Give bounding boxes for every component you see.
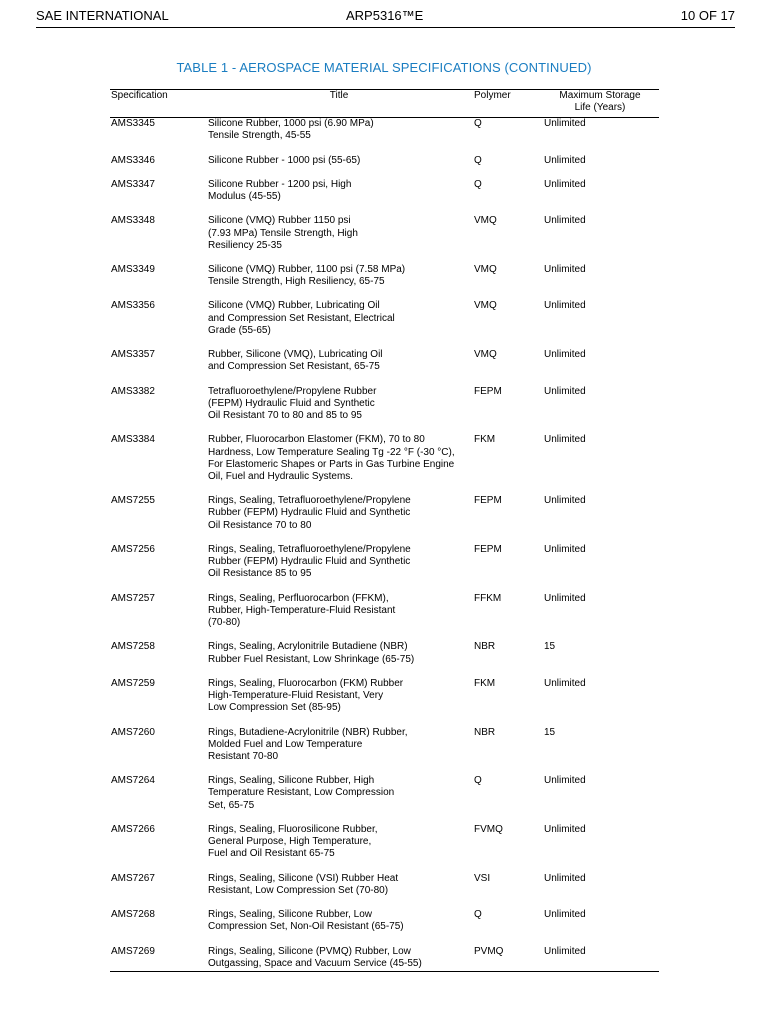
table-bottom-rule [110, 971, 659, 972]
cell-specification: AMS3347 [111, 178, 155, 190]
cell-storage-life: Unlimited [544, 215, 586, 227]
cell-polymer: FEPM [474, 543, 502, 555]
table-row [110, 495, 659, 544]
cell-polymer: FFKM [474, 592, 502, 604]
cell-polymer: FVMQ [474, 823, 503, 835]
cell-title: Rings, Sealing, Tetrafluoroethylene/Propylene Rubber (FEPM) Hydraulic Fluid and Synthetic Oil Resistance 70 to 80 [208, 495, 411, 531]
cell-specification: AMS7266 [111, 823, 155, 835]
cell-storage-life: 15 [544, 641, 556, 653]
table-row [110, 678, 659, 727]
cell-storage-life: Unlimited [544, 823, 586, 835]
page-header [36, 8, 735, 28]
cell-storage-life: Unlimited [544, 909, 586, 921]
cell-polymer: FKM [474, 434, 496, 446]
cell-title: Silicone Rubber - 1200 psi, High Modulus (45-55) [208, 178, 352, 202]
cell-specification: AMS7267 [111, 872, 155, 884]
cell-storage-life: Unlimited [544, 349, 586, 361]
cell-specification: AMS3356 [111, 300, 155, 312]
cell-polymer: FEPM [474, 495, 502, 507]
cell-storage-life: Unlimited [544, 592, 586, 604]
column-header-title: Title [329, 90, 349, 101]
cell-specification: AMS7269 [111, 945, 155, 957]
cell-polymer: PVMQ [474, 945, 504, 957]
cell-specification: AMS7264 [111, 775, 155, 787]
cell-title: Rings, Sealing, Fluorosilicone Rubber, General Purpose, High Temperature, Fuel and Oil Resistant 65-75 [208, 823, 378, 860]
table-row [110, 300, 659, 349]
cell-polymer: VSI [474, 872, 491, 884]
cell-specification: AMS3384 [111, 434, 155, 446]
cell-storage-life: Unlimited [544, 543, 586, 555]
column-header-storage-life: Maximum Storage Life (Years) [559, 90, 641, 114]
cell-polymer: VMQ [474, 215, 497, 227]
cell-storage-life: Unlimited [544, 677, 586, 689]
cell-title: Rings, Sealing, Silicone Rubber, High Temperature Resistant, Low Compression Set, 65-75 [208, 775, 395, 811]
table-row [110, 179, 659, 216]
cell-polymer: Q [474, 118, 482, 129]
table-row [110, 434, 659, 495]
table-row [110, 824, 659, 873]
column-header-polymer: Polymer [474, 90, 511, 101]
cell-storage-life: Unlimited [544, 178, 586, 190]
cell-title: Silicone (VMQ) Rubber, 1100 psi (7.58 MPa) Tensile Strength, High Resiliency, 65-75 [208, 263, 406, 288]
cell-polymer: FKM [474, 677, 496, 689]
table-row [110, 118, 659, 155]
cell-title: Rings, Sealing, Acrylonitrile Butadiene (NBR) Rubber Fuel Resistant, Low Shrinkage (65-75) [208, 641, 415, 665]
cell-storage-life: Unlimited [544, 495, 586, 507]
cell-specification: AMS7259 [111, 677, 155, 689]
cell-specification: AMS3346 [111, 154, 155, 166]
cell-specification: AMS3382 [111, 385, 155, 397]
column-header-specification: Specification [111, 90, 168, 101]
cell-storage-life: Unlimited [544, 434, 586, 446]
cell-specification: AMS7256 [111, 543, 155, 555]
table-title: TABLE 1 - AEROSPACE MATERIAL SPECIFICATIONS (CONTINUED) [176, 60, 592, 75]
cell-title: Rings, Sealing, Perfluorocarbon (FFKM), Rubber, High-Temperature-Fluid Resistant (70-80) [208, 592, 396, 629]
table-body [110, 118, 659, 971]
cell-storage-life: 15 [544, 726, 556, 738]
cell-title: Tetrafluoroethylene/Propylene Rubber (FEPM) Hydraulic Fluid and Synthetic Oil Resistant 70 to 80 and 85 to 95 [208, 385, 377, 422]
table-row [110, 386, 659, 435]
table-row [110, 909, 659, 946]
cell-storage-life: Unlimited [544, 385, 586, 397]
cell-polymer: VMQ [474, 263, 497, 275]
table-row [110, 215, 659, 264]
cell-specification: AMS7258 [111, 641, 155, 653]
cell-title: Rings, Sealing, Silicone (PVMQ) Rubber, Low Outgassing, Space and Vacuum Service (45-55) [208, 945, 422, 969]
table-row [110, 873, 659, 910]
table-row [110, 264, 659, 301]
cell-polymer: NBR [474, 726, 496, 738]
cell-title: Silicone (VMQ) Rubber 1150 psi (7.93 MPa) Tensile Strength, High Resiliency 25-35 [208, 215, 358, 251]
cell-title: Rings, Sealing, Silicone Rubber, Low Compression Set, Non-Oil Resistant (65-75) [208, 909, 404, 933]
cell-title: Rubber, Silicone (VMQ), Lubricating Oil and Compression Set Resistant, 65-75 [208, 349, 383, 373]
cell-storage-life: Unlimited [544, 154, 586, 166]
cell-title: Silicone Rubber, 1000 psi (6.90 MPa) Tensile Strength, 45-55 [208, 118, 374, 142]
cell-specification: AMS7260 [111, 726, 155, 738]
cell-storage-life: Unlimited [544, 300, 586, 312]
cell-polymer: VMQ [474, 300, 497, 312]
cell-storage-life: Unlimited [544, 945, 586, 957]
cell-specification: AMS3345 [111, 118, 155, 129]
table-header-row [110, 90, 659, 117]
cell-specification: AMS7268 [111, 909, 155, 921]
cell-polymer: FEPM [474, 385, 502, 397]
cell-polymer: Q [474, 909, 482, 921]
table-row [110, 727, 659, 776]
cell-polymer: Q [474, 178, 482, 190]
cell-storage-life: Unlimited [544, 872, 586, 884]
cell-specification: AMS3349 [111, 263, 155, 275]
cell-title: Silicone (VMQ) Rubber, Lubricating Oil and Compression Set Resistant, Electrical Grade (55-65) [208, 300, 395, 336]
cell-storage-life: Unlimited [544, 118, 586, 129]
organization-name: SAE INTERNATIONAL [36, 8, 169, 23]
page-number: 10 OF 17 [680, 8, 735, 23]
table-row [110, 155, 659, 179]
cell-storage-life: Unlimited [544, 775, 586, 787]
cell-specification: AMS7257 [111, 592, 155, 604]
cell-specification: AMS3348 [111, 215, 155, 227]
table-row [110, 593, 659, 642]
table-row [110, 641, 659, 678]
cell-polymer: NBR [474, 641, 496, 653]
cell-title: Rings, Butadiene-Acrylonitrile (NBR) Rubber, Molded Fuel and Low Temperature Resistant 70-80 [208, 726, 408, 762]
document-number: ARP5316™E [346, 8, 424, 23]
cell-title: Rings, Sealing, Silicone (VSI) Rubber Heat Resistant, Low Compression Set (70-80) [208, 872, 399, 896]
table-row [110, 349, 659, 386]
cell-title: Silicone Rubber - 1000 psi (55-65) [208, 154, 361, 166]
cell-polymer: Q [474, 775, 482, 787]
cell-polymer: VMQ [474, 349, 497, 361]
specifications-table [110, 89, 659, 972]
cell-title: Rings, Sealing, Fluorocarbon (FKM) Rubber High-Temperature-Fluid Resistant, Very Low Compression Set (85-95) [208, 677, 404, 714]
cell-specification: AMS7255 [111, 495, 155, 507]
table-row [110, 946, 659, 971]
table-row [110, 775, 659, 824]
table-row [110, 544, 659, 593]
cell-title: Rings, Sealing, Tetrafluoroethylene/Propylene Rubber (FEPM) Hydraulic Fluid and Synthetic Oil Resistance 85 to 95 [208, 543, 411, 580]
cell-polymer: Q [474, 154, 482, 166]
cell-storage-life: Unlimited [544, 263, 586, 275]
cell-title: Rubber, Fluorocarbon Elastomer (FKM), 70 to 80 Hardness, Low Temperature Sealing Tg -22 °F (-30 °C), For Elastomeric Shapes or Parts in Gas Turbine Engine Oil, Fuel and Hydraulic Systems. [208, 434, 455, 482]
cell-specification: AMS3357 [111, 349, 155, 361]
